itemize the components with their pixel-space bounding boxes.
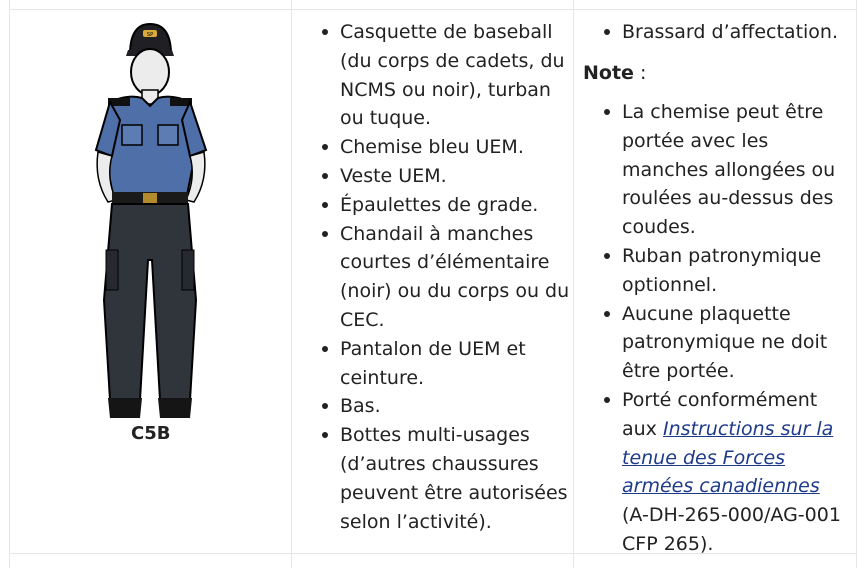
list-item: Casquette de baseball (du corps de cadets, du NCMS ou noir), turban ou tuque.	[340, 18, 570, 133]
list-item: Chemise bleu UEM.	[340, 133, 570, 162]
uniform-items-list	[340, 18, 570, 536]
table-border-col2	[573, 0, 574, 568]
head	[131, 49, 169, 95]
boots	[108, 398, 142, 418]
table-border-right	[856, 0, 857, 568]
list-item: Aucune plaquette patronymique ne doit être portée.	[622, 300, 847, 386]
accessory-list	[622, 18, 847, 47]
pants	[104, 204, 196, 400]
figure-caption: C5B	[131, 423, 171, 444]
note-reference: (A-DH-265-000/AG-001 CFP 265).	[622, 504, 841, 555]
list-item: Épaulettes de grade.	[340, 191, 570, 220]
list-item: Bas.	[340, 392, 570, 421]
notes-list	[622, 98, 847, 559]
cf-dress-instructions-link[interactable]: Instructions sur la tenue des Forces armées canadiennes	[622, 417, 834, 498]
uniform-figure-cell	[10, 10, 291, 553]
table-border-col1	[291, 0, 292, 568]
list-item: Brassard d’affectation.	[622, 18, 847, 47]
list-item: Veste UEM.	[340, 162, 570, 191]
baseball-cap-icon	[130, 24, 171, 52]
list-item: Chandail à manches courtes d’élémentaire (noir) ou du corps ou du CEC.	[340, 220, 570, 335]
shirt-torso	[104, 97, 196, 200]
list-item: Pantalon de UEM et ceinture.	[340, 335, 570, 393]
note-suffix: :	[633, 62, 647, 84]
cap-badge-text: SP	[146, 32, 154, 38]
note-label: Note	[583, 62, 634, 84]
list-item: Ruban patronymique optionnel.	[622, 242, 847, 300]
list-item: Bottes multi-usages (d’autres chaussures peuvent être autorisées selon l’activité).	[340, 421, 570, 536]
note-heading	[583, 59, 646, 88]
list-item: La chemise peut être portée avec les manches allongées ou roulées au-dessus des coudes.	[622, 98, 847, 242]
note-prefix: Porté conformément aux	[622, 388, 818, 440]
cadet-uniform-figure	[10, 10, 291, 430]
list-item	[622, 386, 847, 559]
